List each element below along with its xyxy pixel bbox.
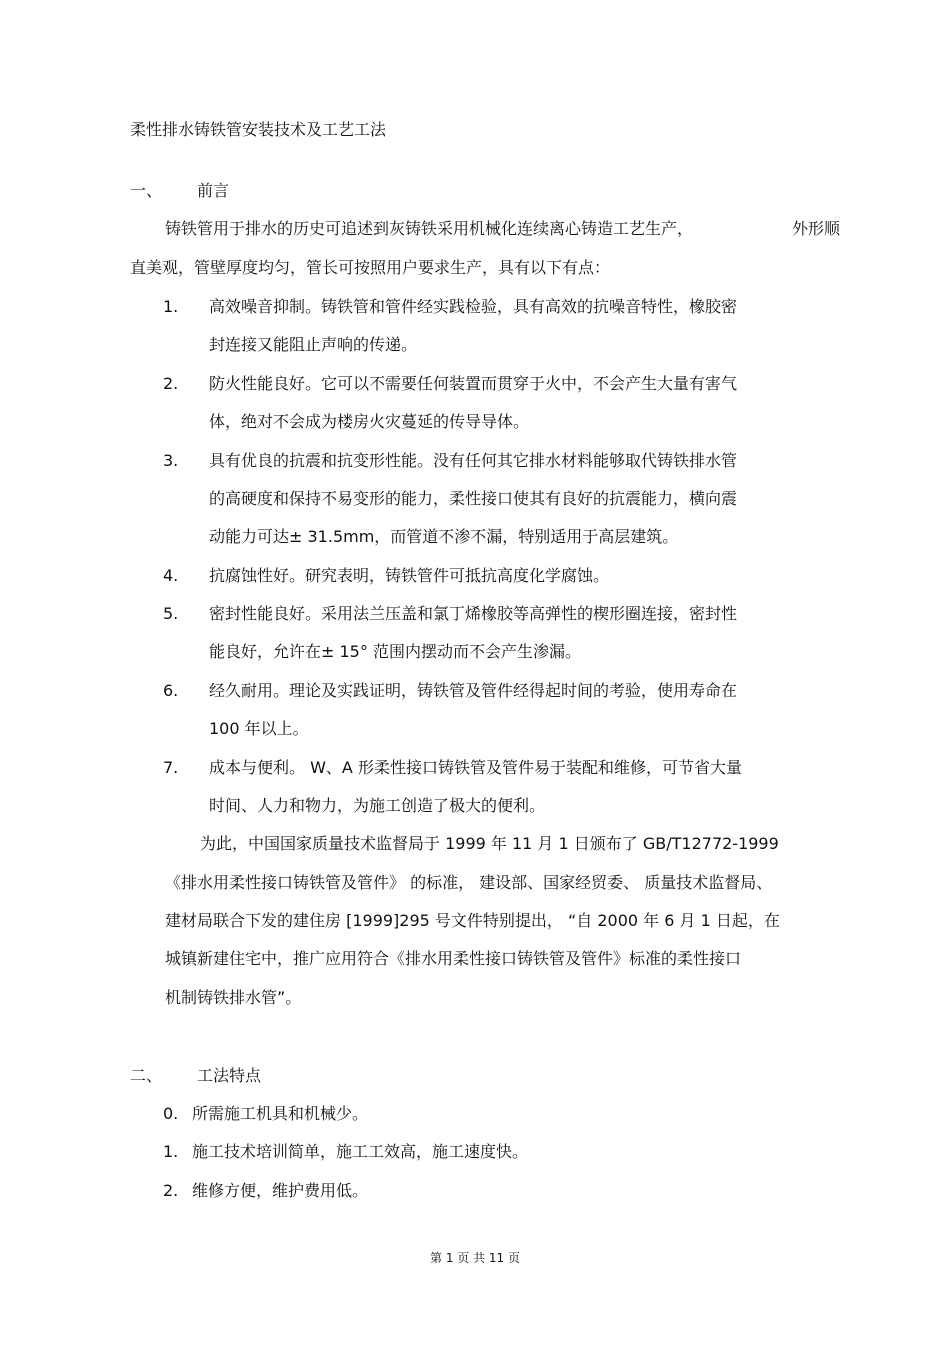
list-item-text: 的高硬度和保持不易变形的能力，柔性接口使其有良好的抗震能力，横向震	[209, 489, 738, 508]
list-item-text: 具有优良的抗震和抗变形性能。没有任何其它排水材料能够取代铸铁排水管	[209, 451, 738, 470]
list-item-text: 成本与便利。 W、A 形柔性接口铸铁管及管件易于装配和维修，可节省大量	[209, 758, 742, 777]
list-item-number: 1.	[163, 1142, 179, 1161]
list-item-number: 2.	[163, 374, 179, 393]
list-item-text: 密封性能良好。采用法兰压盖和氯丁烯橡胶等高弹性的楔形圈连接，密封性	[209, 604, 738, 623]
section-1-heading: 前言	[197, 181, 230, 200]
intro-line-1b: 外形顺	[792, 219, 841, 238]
list-item-text: 体，绝对不会成为楼房火灾蔓延的传导导体。	[209, 412, 530, 431]
list-item-text: 100 年以上。	[209, 719, 309, 738]
list-item-number: 7.	[163, 758, 179, 777]
list-item-number: 5.	[163, 604, 179, 623]
list-item-text: 抗腐蚀性好。研究表明，铸铁管件可抵抗高度化学腐蚀。	[209, 566, 610, 585]
paragraph-line: 机制铸铁排水管”。	[165, 988, 302, 1007]
section-1-number: 一、	[130, 181, 163, 200]
paragraph-line: 《排水用柔性接口铸铁管及管件》 的标准， 建设部、国家经贸委、 质量技术监督局、	[165, 873, 773, 892]
intro-line-2: 直美观，管壁厚度均匀，管长可按照用户要求生产，具有以下有点：	[130, 258, 611, 277]
list-item-text: 高效噪音抑制。铸铁管和管件经实践检验，具有高效的抗噪音特性，橡胶密	[209, 297, 738, 316]
list-item-number: 4.	[163, 566, 179, 585]
list-item-text: 动能力可达± 31.5mm，而管道不渗不漏，特别适用于高层建筑。	[209, 527, 679, 546]
list-item-text: 经久耐用。理论及实践证明，铸铁管及管件经得起时间的考验，使用寿命在	[209, 681, 738, 700]
paragraph-line: 为此，中国国家质量技术监督局于 1999 年 11 月 1 日颁布了 GB/T12772-1999	[200, 834, 779, 853]
list-item-number: 3.	[163, 451, 179, 470]
paragraph-line: 城镇新建住宅中，推广应用符合《排水用柔性接口铸铁管及管件》标准的柔性接口	[165, 949, 742, 968]
list-item-text: 施工技术培训简单，施工工效高，施工速度快。	[192, 1142, 529, 1161]
list-item-number: 2.	[163, 1181, 179, 1200]
list-item-text: 所需施工机具和机械少。	[192, 1104, 369, 1123]
intro-line-1a: 铸铁管用于排水的历史可追述到灰铸铁采用机械化连续离心铸造工艺生产，	[165, 219, 694, 238]
section-2-heading: 工法特点	[197, 1066, 262, 1085]
list-item-text: 维修方便，维护费用低。	[192, 1181, 369, 1200]
page-footer: 第 1 页 共 11 页	[430, 1251, 520, 1265]
list-item-text: 封连接又能阻止声响的传递。	[209, 335, 418, 354]
list-item-number: 6.	[163, 681, 179, 700]
list-item-number: 0.	[163, 1104, 179, 1123]
list-item-text: 时间、人力和物力，为施工创造了极大的便利。	[209, 796, 546, 815]
paragraph-line: 建材局联合下发的建住房 [1999]295 号文件特别提出， “自 2000 年 6 月 1 日起，在	[165, 911, 780, 930]
list-item-text: 防火性能良好。它可以不需要任何装置而贯穿于火中，不会产生大量有害气	[209, 374, 738, 393]
document-title: 柔性排水铸铁管安装技术及工艺工法	[130, 120, 387, 139]
list-item-number: 1.	[163, 297, 179, 316]
list-item-text: 能良好，允许在± 15° 范围内摆动而不会产生渗漏。	[209, 642, 581, 661]
section-2-number: 二、	[130, 1066, 163, 1085]
